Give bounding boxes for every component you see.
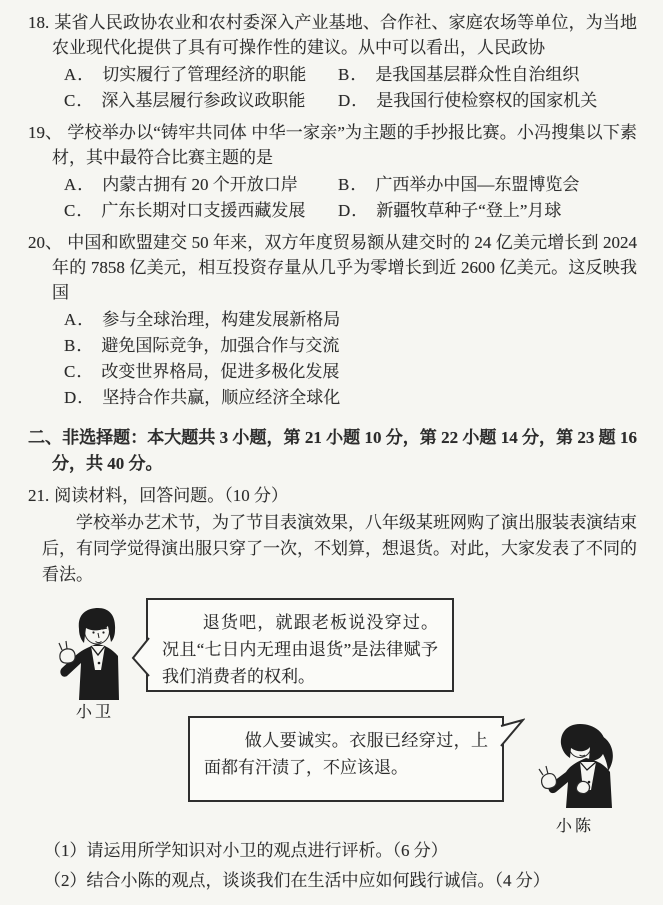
question-20-option-c	[64, 359, 637, 385]
option-label: C．	[64, 91, 95, 110]
speech-bubble-xiaowei-text: 退货吧，就跟老板说没穿过。况且“七日内无理由退货”是法律赋予我们消费者的权利。	[162, 613, 438, 686]
question-18-number: 18.	[28, 13, 50, 32]
boy-figure-icon	[54, 606, 142, 702]
option-label: B．	[64, 336, 95, 355]
question-18-options	[64, 62, 637, 114]
question-21-number: 21.	[28, 486, 50, 505]
question-19-option-a	[64, 172, 338, 198]
option-label: D．	[338, 91, 370, 110]
option-text: 是我国行使检察权的国家机关	[376, 91, 598, 110]
option-text: 改变世界格局，促进多极化发展	[101, 362, 340, 381]
option-text: 内蒙古拥有 20 个开放口岸	[102, 175, 298, 194]
option-text: 是我国基层群众性自治组织	[375, 65, 580, 84]
question-18-stem-text: 某省人民政协农业和农村委深入产业基地、合作社、家庭农场等单位，为当地农业现代化提供了具有可操作性的建议。从中可以看出，人民政协	[52, 13, 637, 57]
option-label: A．	[64, 175, 96, 194]
question-18-option-a	[64, 62, 338, 88]
question-19-option-b	[338, 172, 637, 198]
option-label: C．	[64, 362, 95, 381]
boy-figure-name: 小卫	[76, 704, 115, 721]
dialog-illustration	[28, 592, 637, 834]
option-label: D．	[338, 201, 370, 220]
question-20-option-b	[64, 333, 637, 359]
option-text: 广西举办中国—东盟博览会	[375, 175, 580, 194]
question-20	[28, 230, 637, 411]
section-2-heading: 二、非选择题：本大题共 3 小题，第 21 小题 10 分，第 22 小题 14 分，第 23 题 16 分，共 40 分。	[28, 428, 637, 473]
question-19-option-c	[64, 198, 338, 224]
question-18-stem	[28, 10, 637, 60]
question-20-number: 20、	[28, 233, 63, 252]
speech-bubble-xiaochen-text: 做人要诚实。衣服已经穿过，上面都有汗渍了，不应该退。	[204, 731, 488, 777]
question-18-option-c	[64, 88, 338, 114]
option-label: A．	[64, 310, 96, 329]
option-text: 坚持合作共赢，顺应经济全球化	[102, 388, 341, 407]
question-19-option-d	[338, 198, 637, 224]
question-21-sub-1: （1）请运用所学知识对小卫的观点进行评析。（6 分）	[44, 841, 448, 860]
option-text: 参与全球治理，构建发展新格局	[102, 310, 341, 329]
question-20-stem-text: 中国和欧盟建交 50 年来，双方年度贸易额从建交时的 24 亿美元增长到 2024 年的 7858 亿美元，相互投资存量从几乎为零增长到近 2600 亿美元。这反映我国	[52, 233, 638, 302]
question-18	[28, 10, 637, 114]
girl-figure-icon	[533, 722, 647, 810]
option-text: 新疆牧草种子“登上”月球	[376, 201, 562, 220]
question-18-option-d	[338, 88, 637, 114]
speech-bubble-xiaochen	[188, 716, 504, 802]
option-text: 避免国际竞争，加强合作与交流	[101, 336, 340, 355]
speech-bubble-xiaowei	[146, 598, 454, 692]
question-21-intro	[28, 483, 637, 508]
question-21	[28, 483, 637, 894]
girl-figure-name: 小陈	[556, 818, 595, 835]
question-20-option-a	[64, 307, 637, 333]
option-label: D．	[64, 388, 96, 407]
option-label: A．	[64, 65, 96, 84]
question-19-stem	[28, 120, 638, 170]
question-21-material: 学校举办艺术节，为了节目表演效果，八年级某班网购了演出服装表演结束后，有同学觉得演出服只穿了一次，不划算，想退货。对此，大家发表了不同的看法。	[42, 513, 637, 584]
question-18-option-b	[338, 62, 637, 88]
question-20-options	[64, 307, 637, 411]
question-19	[28, 120, 637, 224]
option-label: B．	[338, 65, 369, 84]
question-21-sub-2: （2）结合小陈的观点，谈谈我们在生活中应如何践行诚信。（4 分）	[44, 871, 550, 890]
question-19-options	[64, 172, 637, 224]
option-text: 深入基层履行参政议政职能	[101, 91, 306, 110]
question-20-option-d	[64, 385, 637, 411]
option-label: B．	[338, 175, 369, 194]
question-19-stem-text: 学校举办以“铸牢共同体 中华一家亲”为主题的手抄报比赛。小冯搜集以下素材，其中最符合比赛主题的是	[52, 123, 638, 167]
speech-bubble-tail-left-icon	[131, 636, 150, 678]
option-text: 广东长期对口支援西藏发展	[101, 201, 306, 220]
question-19-number: 19、	[28, 123, 63, 142]
option-text: 切实履行了管理经济的职能	[102, 65, 307, 84]
question-21-intro-text: 阅读材料，回答问题。（10 分）	[54, 486, 288, 505]
question-20-stem	[28, 230, 638, 305]
speech-bubble-tail-right-icon	[499, 718, 525, 748]
option-label: C．	[64, 201, 95, 220]
